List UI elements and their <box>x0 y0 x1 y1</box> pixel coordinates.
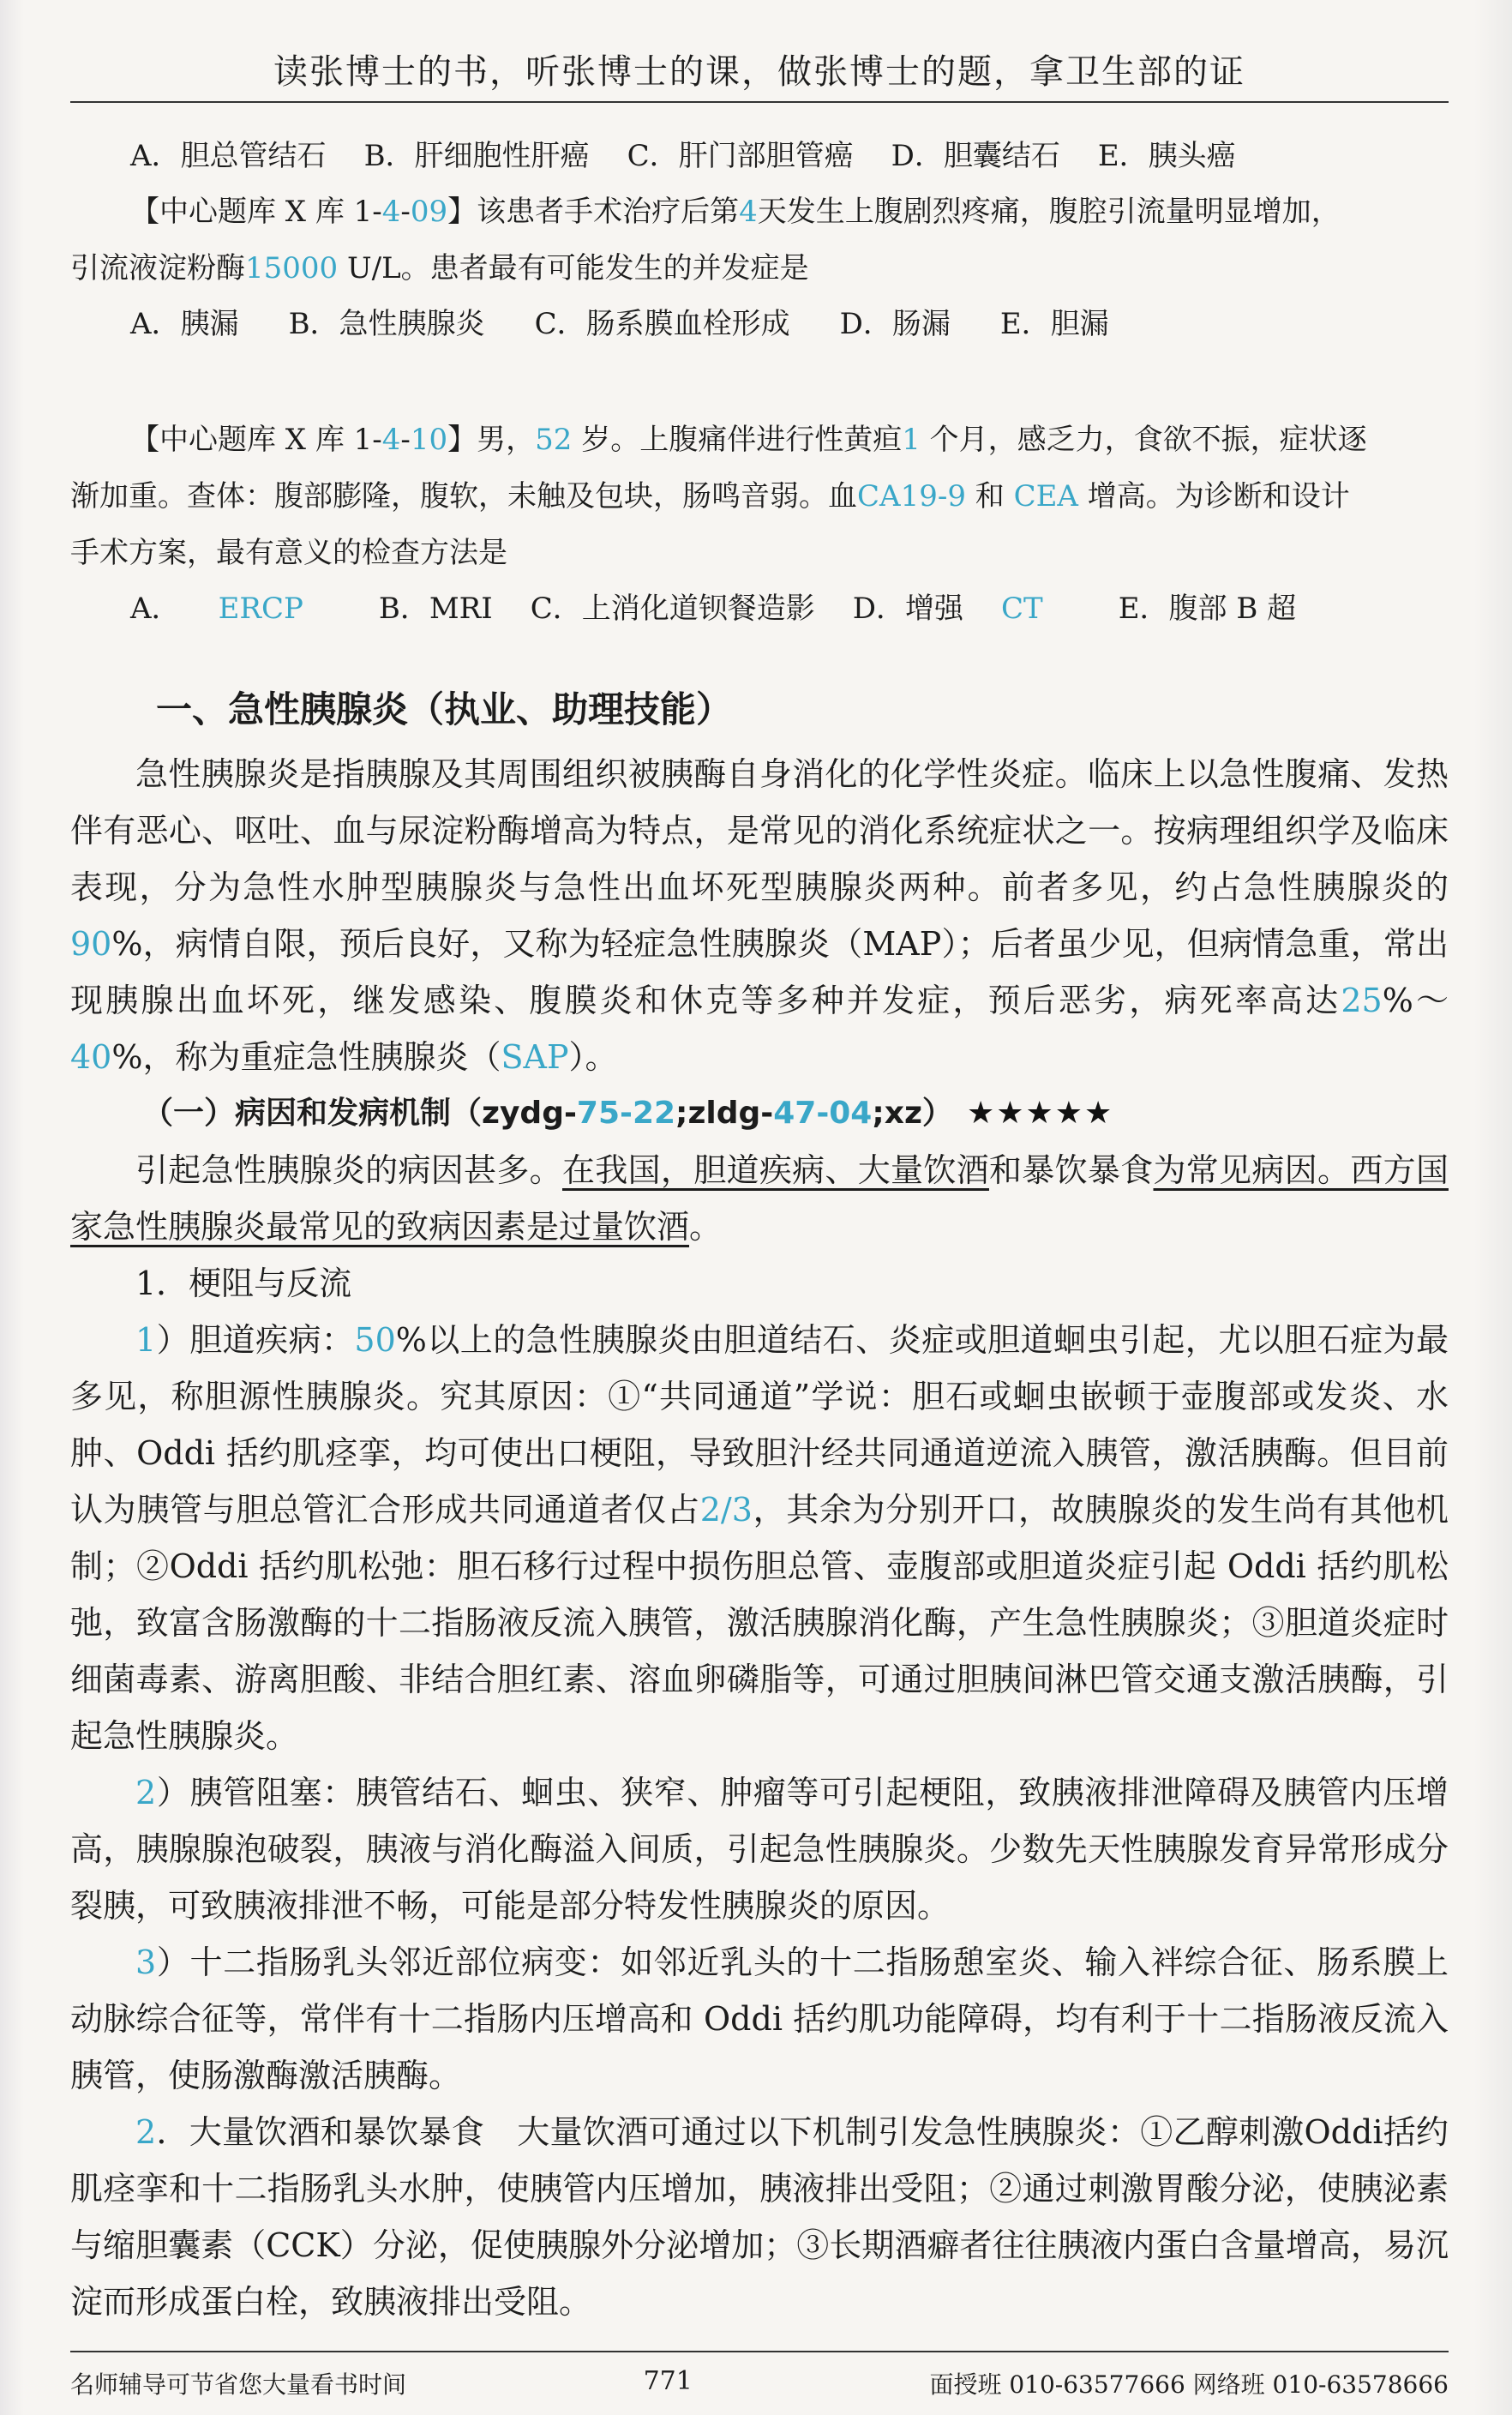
q2-options <box>70 581 1449 636</box>
q2-option-d: D．增强 CT <box>852 592 1043 626</box>
q0-option-d: D．胆囊结石 <box>891 139 1060 173</box>
q1-tag: 【中心题库 X 库 1-4-09】 <box>130 195 477 229</box>
q0-options <box>70 129 1449 183</box>
q2-option-c: C．上消化道钡餐造影 <box>530 592 815 626</box>
cause-paragraph: 引起急性胰腺炎的病因甚多。在我国，胆道疾病、大量饮酒和暴饮暴食为常见病因。西方国家急性胰腺炎最常见的致病因素是过量饮酒。 <box>70 1151 1449 1246</box>
section-title: 一、急性胰腺炎（执业、助理技能） <box>156 688 733 730</box>
q1-option-d: D．肠漏 <box>839 307 951 341</box>
q1-option-e: E．胆漏 <box>999 307 1109 341</box>
question-2: 【中心题库 X 库 1-4-10】男，52 岁。上腹痛伴进行性黄疸1 个月，感乏力，食欲不振，症状逐 <box>130 423 1367 457</box>
page-footer <box>70 2351 1449 2400</box>
footer-slogan: 名师辅导可节省您大量看书时间 <box>70 2370 407 2399</box>
q1-options <box>70 297 1449 351</box>
q1-amylase: 15000 <box>245 251 339 285</box>
q2-option-b: B．MRI <box>378 592 493 626</box>
question-2-line2: 渐加重。查体：腹部膨隆，腹软，未触及包块，肠鸣音弱。血CA19-9 和 CEA 增高。为诊断和设计 <box>70 479 1350 514</box>
item-1-1: 1）胆道疾病：50%以上的急性胰腺炎由胆道结石、炎症或胆道蛔虫引起，尤以胆石症为最多见，称胆源性胰腺炎。究其原因：①“共同通道”学说：胆石或蛔虫嵌顿于壶腹部或发炎、水肿、Oddi 括约肌痉挛，均可使出口梗阻，导致胆汁经共同通道逆流入胰管，激活胰酶。但目前认为胰管与胆总管汇合形成共同通道者仅占2/3，其余为分别开口，故胰腺炎的发生尚有其他机制；②Oddi 括约肌松弛：胆石移行过程中损伤胆总管、壶腹部或胆道炎症引起 Oddi 括约肌松弛，致富含肠激酶的十二指肠液反流入胰管，激活胰腺消化酶，产生急性胰腺炎；③胆道炎症时细菌毒素、游离胆酸、非结合胆红素、溶血卵磷脂等，可通过胆胰间淋巴管交通支激活胰酶，引起急性胰腺炎。 <box>70 1321 1449 1755</box>
running-head: 读张博士的书，听张博士的课，做张博士的题，拿卫生部的证 <box>273 52 1245 92</box>
question-1: 【中心题库 X 库 1-4-09】该患者手术治疗后第4天发生上腹剧烈疼痛，腹腔引流量明显增加， <box>130 195 1341 229</box>
item-1-title: 1．梗阻与反流 <box>135 1265 352 1302</box>
q1-option-b: B．急性胰腺炎 <box>288 307 485 341</box>
q1-option-a: A．胰漏 <box>130 307 239 341</box>
footer-contact: 面授班 010-63577666 网络班 010-63578666 <box>929 2370 1449 2399</box>
importance-stars: ★★★★★ <box>966 1096 1114 1131</box>
question-2-line3: 手术方案，最有意义的检查方法是 <box>70 536 507 570</box>
q2-tag: 【中心题库 X 库 1-4-10】 <box>130 423 477 457</box>
item-2: 2．大量饮酒和暴饮暴食 大量饮酒可通过以下机制引发急性胰腺炎：①乙醇刺激Oddi括约肌痉挛和十二指肠乳头水肿，使胰管内压增加，胰液排出受阻；②通过刺激胃酸分泌，使胰泌素与缩胆囊素（CCK）分泌，促使胰腺外分泌增加；③长期酒癖者往往胰液内蛋白含量增高，易沉淀而形成蛋白栓，致胰液排出受阻。 <box>70 2113 1449 2321</box>
q1-option-c: C．肠系膜血栓形成 <box>534 307 790 341</box>
q2-option-e: E．腹部 B 超 <box>1118 592 1297 626</box>
q0-option-c: C．肝门部胆管癌 <box>627 139 854 173</box>
section-intro: 急性胰腺炎是指胰腺及其周围组织被胰酶自身消化的化学性炎症。临床上以急性腹痛、发热伴有恶心、呕吐、血与尿淀粉酶增高为特点，是常见的消化系统症状之一。按病理组织学及临床表现，分为急性水肿型胰腺炎与急性出血坏死型胰腺炎两种。前者多见，约占急性胰腺炎的90%，病情自限，预后良好，又称为轻症急性胰腺炎（MAP）；后者虽少见，但病情急重，常出现胰腺出血坏死，继发感染、腹膜炎和休克等多种并发症，预后恶劣，病死率高达25%～40%，称为重症急性胰腺炎（SAP）。 <box>70 755 1449 1076</box>
question-1-line2: 引流液淀粉酶15000 U/L。患者最有可能发生的并发症是 <box>70 251 809 285</box>
q0-option-a: A．胆总管结石 <box>130 139 327 173</box>
q0-option-b: B．肝细胞性肝癌 <box>363 139 590 173</box>
q2-option-a: A． ERCP <box>130 592 303 626</box>
item-1-2: 2）胰管阻塞：胰管结石、蛔虫、狭窄、肿瘤等可引起梗阻，致胰液排泄障碍及胰管内压增高，胰腺腺泡破裂，胰液与消化酶溢入间质，引起急性胰腺炎。少数先天性胰腺发育异常形成分裂胰，可致胰液排泄不畅，可能是部分特发性胰腺炎的原因。 <box>70 1774 1449 1925</box>
page-number: 771 <box>643 2366 693 2396</box>
q1-day: 4 <box>739 195 758 229</box>
item-1-3: 3）十二指肠乳头邻近部位病变：如邻近乳头的十二指肠憩室炎、输入袢综合征、肠系膜上动脉综合征等，常伴有十二指肠内压增高和 Oddi 括约肌功能障碍，均有利于十二指肠液反流入胰管，使肠激酶激活胰酶。 <box>70 1943 1449 2094</box>
page-body <box>70 103 1449 2330</box>
subsection-heading: （一）病因和发病机制（zydg-75-22;zldg-47-04;xz） ★★★★★ <box>142 1096 1114 1131</box>
q0-option-e: E．胰头癌 <box>1097 139 1236 173</box>
